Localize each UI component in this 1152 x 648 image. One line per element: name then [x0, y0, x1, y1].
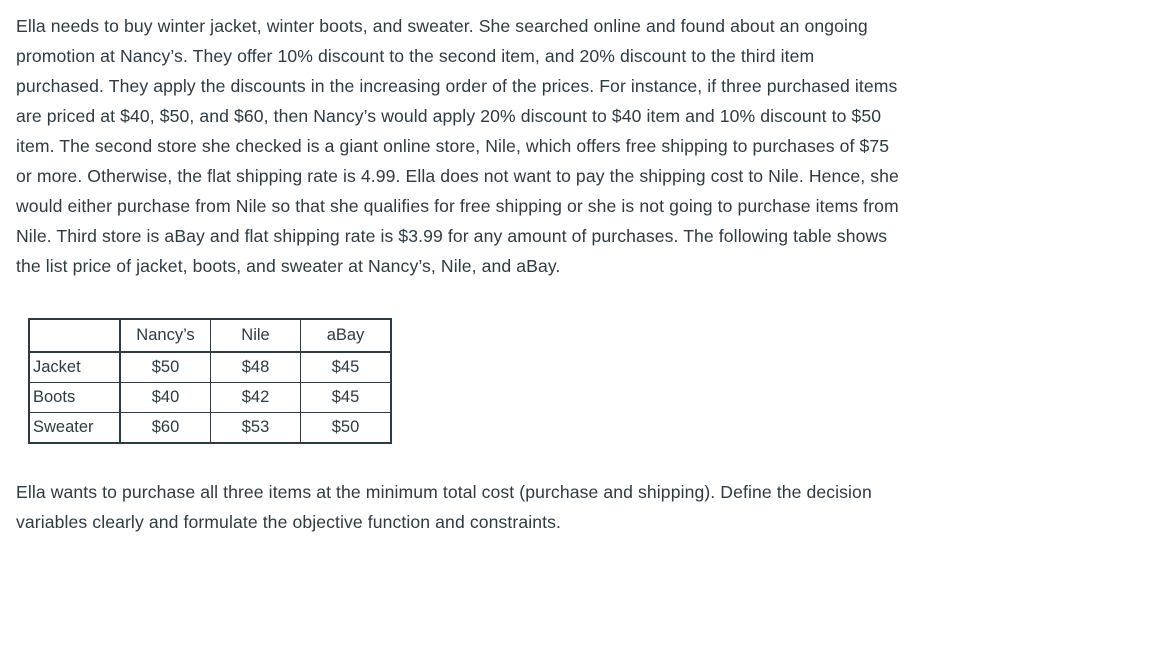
price-cell: $45: [301, 352, 392, 383]
table-corner-cell: [29, 319, 120, 352]
row-label-jacket: Jacket: [29, 352, 120, 383]
row-label-sweater: Sweater: [29, 413, 120, 444]
price-cell: $50: [120, 352, 211, 383]
question-paragraph: Ella wants to purchase all three items at the minimum total cost (purchase and shipping). Define the decision variables clearly and formulate the objective function and constraints.: [16, 482, 872, 532]
document-content: [16, 11, 906, 537]
price-cell: $48: [211, 352, 301, 383]
price-cell: $40: [120, 383, 211, 413]
row-label-boots: Boots: [29, 383, 120, 413]
column-header-abay: aBay: [301, 319, 392, 352]
price-cell: $60: [120, 413, 211, 444]
table-row: [29, 383, 391, 413]
table-row: [29, 413, 391, 444]
price-cell: $50: [301, 413, 392, 444]
column-header-nancys: Nancy’s: [120, 319, 211, 352]
price-cell: $42: [211, 383, 301, 413]
column-header-nile: Nile: [211, 319, 301, 352]
table-header-row: [29, 319, 391, 352]
price-table: [28, 318, 392, 444]
problem-intro-paragraph: Ella needs to buy winter jacket, winter boots, and sweater. She searched online and found about an ongoing promotion at Nancy’s. They offer 10% discount to the second item, and 20% discount to the third item purchased. They apply the discounts in the increasing order of the prices. For instance, if three purchased items are priced at $40, $50, and $60, then Nancy’s would apply 20% discount to $40 item and 10% discount to $50 item. The second store she checked is a giant online store, Nile, which offers free shipping to purchases of $75 or more. Otherwise, the flat shipping rate is 4.99. Ella does not want to pay the shipping cost to Nile. Hence, she would either purchase from Nile so that she qualifies for free shipping or she is not going to purchase items from Nile. Third store is aBay and flat shipping rate is $3.99 for any amount of purchases. The following table shows the list price of jacket, boots, and sweater at Nancy’s, Nile, and aBay.: [16, 16, 899, 276]
price-cell: $45: [301, 383, 392, 413]
price-table-container: [28, 318, 906, 444]
price-cell: $53: [211, 413, 301, 444]
table-row: [29, 352, 391, 383]
